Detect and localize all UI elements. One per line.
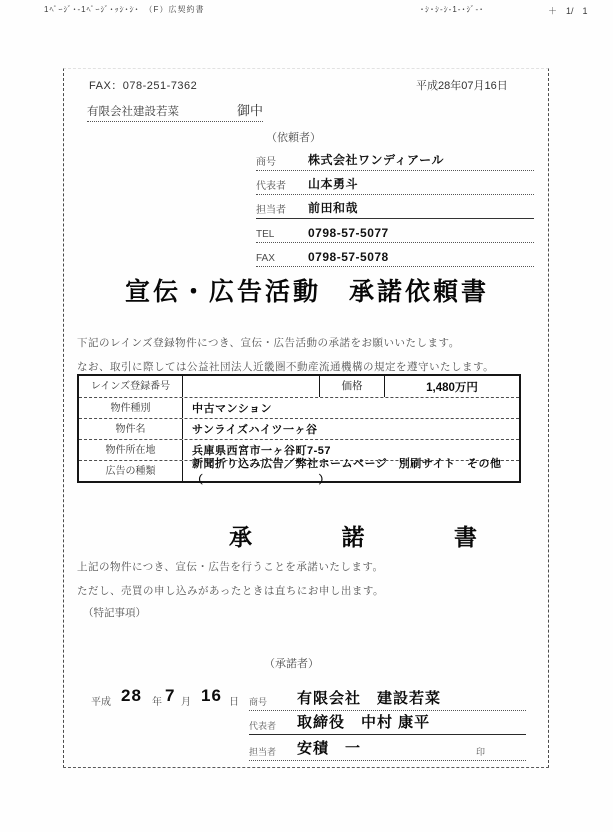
requester-representative-value: 山本勇斗	[308, 177, 359, 191]
bottom-date-month: 7	[165, 686, 176, 705]
intro-line-2: なお、取引に際しては公益社団法人近畿圏不動産流通機構の規定を遵守いたします。	[77, 361, 495, 373]
consenter-representative-row	[249, 711, 526, 735]
requester-tel-value: 0798-57-5077	[308, 226, 389, 240]
special-notes-label: （特記事項）	[83, 607, 146, 619]
intro-line-1: 下記のレインズ登録物件につき、宣伝・広告活動の承諾をお願いいたします。	[77, 337, 460, 349]
requester-company-value: 株式会社ワンディアール	[308, 153, 444, 167]
property-name-label: 物件名	[79, 419, 183, 439]
addressee-line	[87, 100, 263, 122]
requester-fax-value: 0798-57-5078	[308, 250, 389, 264]
requester-row-company	[256, 149, 534, 171]
consenter-staff-value: 安積 一	[297, 740, 362, 757]
property-name-value: サンライズハイツ一ヶ谷	[192, 424, 318, 436]
property-type-value: 中古マンション	[192, 403, 273, 415]
fax-transmission-header-right: ･ｼ･ｼ-ｼ-1-･ｼﾞ-･	[420, 5, 485, 14]
requester-company-label: 商号	[256, 157, 276, 168]
consenter-company-value: 有限会社 建設若菜	[297, 690, 442, 707]
bottom-date-month-suffix: 月	[181, 697, 191, 708]
table-row-ad-type	[79, 458, 519, 486]
consent-title-char-2: 諾	[341, 525, 365, 550]
requester-row-staff	[256, 197, 534, 219]
addressee-honorific: 御中	[236, 103, 263, 118]
addressee-company: 有限会社建設若菜	[87, 106, 179, 118]
consent-letter-title	[229, 519, 477, 552]
consent-line-2: ただし、売買の申し込みがあったときは直ちにお申し出ます。	[77, 585, 385, 597]
consent-title-char-3: 書	[454, 525, 477, 550]
consenter-representative-label: 代表者	[249, 721, 277, 731]
fax-transmission-header-left: 1ﾍﾟｰｼﾞ･-1ﾍﾟｰｼﾞ･ｯｼ･ｼ･ （F）広契約書	[44, 5, 205, 14]
sender-fax-number: FAX：078-251-7362	[89, 80, 198, 92]
bottom-date-era: 平成	[91, 697, 111, 708]
bottom-date-year-suffix: 年	[152, 697, 162, 708]
bottom-date-day-suffix: 日	[229, 697, 239, 708]
reins-number-label: レインズ登録番号	[79, 376, 183, 397]
requester-tel-label: TEL	[256, 229, 275, 240]
requester-representative-label: 代表者	[256, 181, 286, 192]
table-row-property-type	[79, 397, 519, 418]
price-value: 1,480万円	[426, 381, 478, 394]
ad-type-label: 広告の種類	[79, 461, 183, 481]
fax-page-indicator: ＋ 1/ 1	[548, 6, 588, 16]
property-address-value: 兵庫県西宮市一ヶ谷町7-57	[192, 445, 332, 457]
requester-row-tel	[256, 221, 534, 243]
requester-heading: （依頼者）	[266, 132, 321, 144]
consenter-company-label: 商号	[249, 697, 268, 707]
price-label: 価格	[320, 376, 385, 397]
requester-staff-value: 前田和哉	[308, 201, 359, 215]
consent-title-char-1: 承	[229, 525, 252, 550]
property-address-label: 物件所在地	[79, 440, 183, 460]
bottom-date-day: 16	[201, 686, 222, 705]
table-row-reins	[79, 376, 519, 397]
consenter-company-row	[249, 683, 526, 711]
ad-type-value: 新聞折り込み広告／弊社ホームページ 別刷サイト その他（ ）	[192, 458, 502, 486]
property-table	[77, 374, 521, 486]
bottom-date-year: 28	[121, 686, 142, 705]
document-date-top: 平成28年07月16日	[416, 80, 508, 92]
reins-number-value	[183, 376, 320, 397]
property-type-label: 物件種別	[79, 398, 183, 418]
consenter-heading: （承諾者）	[264, 658, 319, 670]
requester-row-fax	[256, 245, 534, 267]
requester-row-representative	[256, 173, 534, 195]
consenter-representative-value: 取締役 中村 康平	[297, 714, 431, 731]
table-row-property-name	[79, 418, 519, 439]
requester-fax-label: FAX	[256, 253, 275, 264]
document-body	[63, 68, 549, 768]
seal-mark: 印	[476, 747, 486, 757]
document-title: 宣伝・広告活動 承諾依頼書	[124, 279, 489, 306]
consent-line-1: 上記の物件につき、宣伝・広告を行うことを承諾いたします。	[77, 561, 384, 573]
requester-staff-label: 担当者	[256, 205, 286, 216]
consenter-staff-label: 担当者	[249, 747, 277, 757]
